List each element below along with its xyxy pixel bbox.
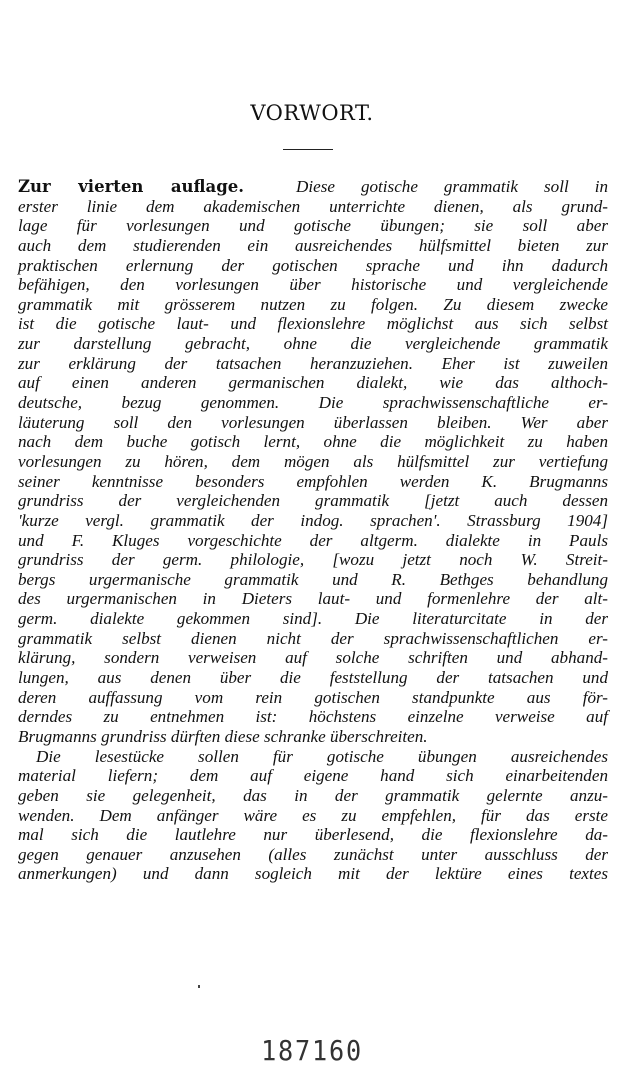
text-line: 'kurze vergl. grammatik der indog. sprachen'. Strassburg 1904] <box>18 510 608 530</box>
text-line: lage für vorlesungen und gotische übungen; sie soll aber <box>18 216 608 236</box>
text-line: derndes zu entnehmen ist: höchstens einzelne verweise auf <box>18 707 608 727</box>
text-line: Brugmanns grundriss dürften diese schranke überschreiten. <box>18 726 428 746</box>
text-line: klärung, sondern verweisen auf solche schriften und abhand- <box>18 648 608 668</box>
text-line: wenden. Dem anfänger wäre es zu empfehlen, für das erste <box>18 805 608 825</box>
text-line: grammatik selbst dienen nicht der sprachwissenschaftlichen er- <box>18 628 608 648</box>
text-line: zur erklärung der tatsachen heranzuziehen. Eher ist zuweilen <box>18 353 608 373</box>
text-line: material liefern; dem auf eigene hand sich einarbeitenden <box>18 766 608 786</box>
text-line: auch dem studierenden ein ausreichendes hülfsmittel bieten zur <box>18 235 608 255</box>
text-line: praktischen erlernung der gotischen sprache und ihn dadurch <box>18 255 608 275</box>
text-line: nach dem buche gotisch lernt, ohne die möglichkeit zu haben <box>18 432 608 452</box>
text-line: mal sich die lautlehre nur überlesend, die flexionslehre da- <box>18 825 608 845</box>
section-heading: Zur vierten auflage. <box>18 177 245 196</box>
text-line: grundriss der vergleichenden grammatik [jetzt auch dessen <box>18 491 608 511</box>
text-line: bergs urgermanische grammatik und R. Bethges behandlung <box>18 569 608 589</box>
line-text: Diese gotische grammatik soll in <box>296 177 609 196</box>
text-line: deren auffassung vom rein gotischen standpunkte aus för- <box>18 687 608 707</box>
text-line: germ. dialekte gekommen sind]. Die literaturcitate in der <box>18 609 608 629</box>
text-line: grundriss der germ. philologie, [wozu jetzt noch W. Streit- <box>18 550 608 570</box>
text-line: befähigen, den vorlesungen über historische und vergleichende <box>18 275 608 295</box>
title-divider <box>283 149 333 150</box>
library-stamp-number: 187160 <box>261 1034 363 1067</box>
text-line: grammatik mit grösserem nutzen zu folgen. Zu diesem zwecke <box>18 294 608 314</box>
page-title: VORWORT. <box>250 101 374 125</box>
text-line <box>18 177 608 197</box>
text-line: auf einen anderen germanischen dialekt, wie das althoch- <box>18 373 608 393</box>
text-line: vorlesungen zu hören, dem mögen als hülfsmittel zur vertiefung <box>18 451 608 471</box>
text-line: seiner kenntnisse besonders empfohlen werden K. Brugmanns <box>18 471 608 491</box>
text-line: Die lesestücke sollen für gotische übungen ausreichendes <box>36 746 608 766</box>
text-line: geben sie gelegenheit, das in der grammatik gelernte anzu- <box>18 785 608 805</box>
text-line: ist die gotische laut- und flexionslehre möglichst aus sich selbst <box>18 314 608 334</box>
text-line: deutsche, bezug genommen. Die sprachwissenschaftliche er- <box>18 393 608 413</box>
scan-speck <box>198 985 200 988</box>
text-line: erster linie dem akademischen unterrichte dienen, als grund- <box>18 196 608 216</box>
text-line: des urgermanischen in Dieters laut- und formenlehre der alt- <box>18 589 608 609</box>
text-line: anmerkungen) und dann sogleich mit der lektüre eines textes <box>18 864 608 884</box>
text-line: und F. Kluges vorgeschichte der altgerm. dialekte in Pauls <box>18 530 608 550</box>
text-line: gegen genauer anzusehen (alles zunächst unter ausschluss der <box>18 844 608 864</box>
text-line: läuterung soll den vorlesungen überlassen bleiben. Wer aber <box>18 412 608 432</box>
text-line: lungen, aus denen über die feststellung der tatsachen und <box>18 668 608 688</box>
preface-body <box>18 177 608 884</box>
text-line: zur darstellung gebracht, ohne die vergleichende grammatik <box>18 334 608 354</box>
